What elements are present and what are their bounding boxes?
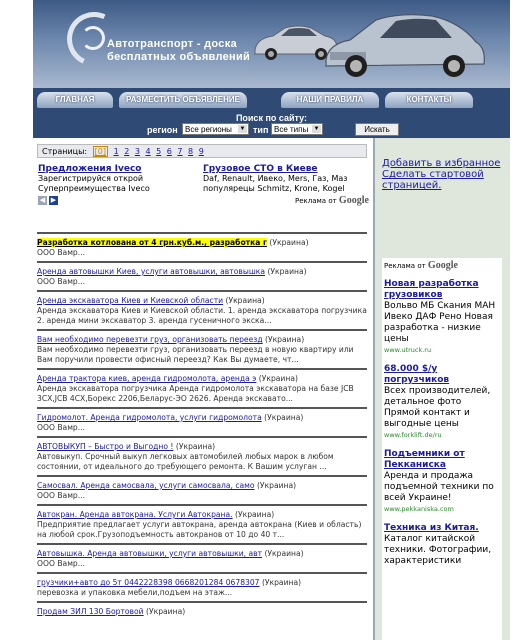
- sidebar-ad: [384, 279, 500, 356]
- type-label: тип: [253, 125, 269, 135]
- listing-title[interactable]: Автовышка. Аренда автовышки, услуги автовышки, авт: [37, 549, 263, 558]
- listing-title[interactable]: Разработка котлована от 4 грн.куб.м., разработка г: [37, 238, 267, 247]
- site-title-line1: Автотранспорт - доска: [107, 38, 237, 50]
- listing-region: (Украина): [235, 510, 275, 519]
- google-ads-attribution[interactable]: [384, 260, 500, 271]
- type-select[interactable]: [271, 123, 323, 135]
- ads-by-label: Реклама от: [295, 197, 337, 205]
- search-bar: [33, 112, 510, 138]
- page-link[interactable]: 5: [156, 147, 162, 156]
- listing-desc: ООО Вамр...: [37, 491, 85, 500]
- ad-text: популярецы Schmitz, Krone, Kogel: [203, 184, 345, 193]
- nav-home[interactable]: ГЛАВНАЯ: [37, 92, 113, 108]
- sidebar-ad-url[interactable]: www.utruck.ru: [384, 346, 432, 354]
- ad-carousel-nav: [38, 195, 60, 205]
- listing-region: (Украина): [264, 549, 304, 558]
- listing-region: (Украина): [258, 374, 298, 383]
- list-item: [37, 232, 367, 261]
- listing-title[interactable]: Аренда автовышки Киев, услуги автовышки, автовышка: [37, 267, 266, 276]
- top-ad-2: [203, 164, 363, 194]
- logo-ring-icon: [81, 26, 105, 50]
- sidebar-ad-title[interactable]: Техника из Китая.: [384, 523, 479, 533]
- ad-title[interactable]: Предложения Iveco: [38, 164, 142, 174]
- google-logo: Google: [427, 260, 458, 271]
- car-hatchback-image: [320, 8, 488, 80]
- prev-arrow-icon[interactable]: ◀: [39, 196, 46, 204]
- region-label: регион: [147, 125, 178, 135]
- listing-title[interactable]: Гидромолот. Аренда гидромолота, услуги гидромолота: [37, 413, 262, 422]
- ad-title[interactable]: Грузовое СТО в Киеве: [203, 164, 318, 174]
- nav-rules[interactable]: НАШИ ПРАВИЛА: [281, 92, 379, 108]
- page-link[interactable]: 6: [166, 147, 172, 156]
- listing-region: (Украина): [256, 481, 297, 490]
- sidebar-ad-url[interactable]: www.forklift.de/ru: [384, 431, 442, 439]
- list-item: [37, 572, 367, 601]
- listing-region: (Украина): [175, 442, 216, 451]
- sidebar-ad: [384, 449, 500, 515]
- site-header: [33, 0, 510, 88]
- listing-title[interactable]: Аренда экскаватора Киев и Киевской области: [37, 296, 224, 305]
- list-item: [37, 261, 367, 290]
- sidebar-ad-body: Аренда и продажа подъемной техники по всей Украине!: [384, 471, 494, 503]
- sidebar: [373, 138, 510, 640]
- search-title: Поиск по сайту:: [235, 113, 308, 123]
- ad-text: Зарегистрируйся открой: [38, 174, 144, 183]
- sidebar-ad-body: Каталог китайской техники. Фотографии, характеристики: [384, 534, 492, 566]
- add-to-favorites-link[interactable]: Добавить в избранное: [382, 158, 501, 169]
- pagination-label: Страницы:: [42, 147, 88, 156]
- listing-desc: ООО Вамр...: [37, 423, 85, 432]
- sidebar-ad-body: Всех производителей, детальное фото Прямой контакт и выгодные цены: [384, 386, 491, 429]
- site-title-line2: бесплатных объявлений: [107, 51, 251, 63]
- top-ad-1: [38, 164, 198, 194]
- nav-contacts[interactable]: КОНТАКТЫ: [385, 92, 473, 108]
- sidebar-ads: [382, 258, 502, 640]
- listing-desc: Предприятие предлагает услуги автокрана, аренда автокрана (Киев и область) на любой срок.Грузоподъемность автокранов от 10 до 40 т...: [37, 520, 362, 539]
- listing-desc: ООО Вамр...: [37, 248, 85, 257]
- nav-post-ad[interactable]: РАЗМЕСТИТЬ ОБЪЯВЛЕНИЕ: [119, 92, 247, 108]
- region-select-value: Все регионы: [185, 125, 232, 134]
- list-item: [37, 601, 367, 620]
- listing-title[interactable]: АВТОВЫКУП – Быстро и Выгодно !: [37, 442, 174, 451]
- google-ads-attribution[interactable]: [295, 195, 369, 206]
- listing-desc: ООО Вамр...: [37, 277, 85, 286]
- listing-desc: перевозка и упаковка мебели,подъем на этаж...: [37, 588, 233, 597]
- list-item: [37, 436, 367, 475]
- listing-title[interactable]: Продам ЗИЛ 130 Бортовой: [37, 607, 144, 616]
- type-select-value: Все типы: [274, 125, 309, 134]
- page-link[interactable]: 9: [198, 147, 204, 156]
- sidebar-ad: [384, 523, 500, 567]
- ad-text: Daf, Renault, Ивеко, Mers, Газ, Маз: [203, 174, 348, 183]
- list-item: [37, 543, 367, 572]
- listing-title[interactable]: Автокран. Аренда автокрана. Услуги Автокрана.: [37, 510, 233, 519]
- list-item: [37, 475, 367, 504]
- set-homepage-link[interactable]: Сделать стартовой страницей.: [382, 169, 484, 191]
- page-link[interactable]: 3: [134, 147, 140, 156]
- listing-region: (Украина): [146, 607, 186, 616]
- listing-title[interactable]: грузчики+авто до 5т 0442228398 0668201284 0678307: [37, 578, 260, 587]
- sidebar-ad-body: Вольво МБ Скания МАН Ивеко ДАФ Рено Новая разработка - низкие цены: [384, 301, 496, 344]
- list-item: [37, 368, 367, 407]
- listing-title[interactable]: Вам необходимо перевезти груз, организовать переезд: [37, 335, 263, 344]
- main-nav: [33, 88, 510, 112]
- list-item: [37, 407, 367, 436]
- page-current[interactable]: [0]: [94, 147, 107, 156]
- google-logo: Google: [338, 195, 369, 206]
- search-button[interactable]: Искать: [355, 123, 399, 136]
- listing-title[interactable]: Самосвал. Аренда самосвала, услуги самосвала, само: [37, 481, 255, 490]
- list-item: [37, 329, 367, 368]
- listing-desc: Автовыкуп. Срочный выкуп легковых автомобилей любых марок в любом состоянии, от идеального до требующего ремонта. К Вашим услуган ...: [37, 452, 334, 471]
- ads-by-label: Реклама от: [384, 262, 426, 270]
- sidebar-ad: [384, 364, 500, 441]
- listing-desc: Аренда экскаватора погрузчика Аренда гидромолота экскаватора на базе JCB 3CX,JCB 4CX,Борекс 2206,Беларус-ЭО 2626. Аренда экскавато...: [37, 384, 354, 403]
- pagination: [37, 144, 367, 158]
- sidebar-ad-url[interactable]: www.pekkaniska.com: [384, 505, 454, 513]
- site-title: [107, 38, 250, 64]
- list-item: [37, 504, 367, 543]
- page-link[interactable]: 1: [113, 147, 119, 156]
- sidebar-ad-title[interactable]: 68.000 $/у погрузчиков: [384, 364, 450, 385]
- listing-desc: Аренда экскаватора Киев и Киевской области. 1. аренда экскаватора погрузчика 2. аренда мини экскаватор 3. аренда гусеничного экска...: [37, 306, 367, 325]
- listing-title[interactable]: Аренда трактора киев, аренда гидромолота, аренда э: [37, 374, 257, 383]
- listing-region: (Украина): [269, 238, 309, 247]
- ad-text: Суперпреимущества Iveco: [38, 184, 150, 193]
- listing-region: (Украина): [225, 296, 265, 305]
- listing-desc: Вам необходимо перевезти груз, организовать переезд в новую квартиру или Вам поручили провести офисный переезд? Как Вы думаете, чт...: [37, 345, 354, 364]
- page-link[interactable]: 8: [188, 147, 194, 156]
- sidebar-links: [382, 158, 510, 191]
- region-select[interactable]: [182, 123, 249, 135]
- listing-region: (Украина): [267, 267, 307, 276]
- chevron-down-icon: ▼: [239, 126, 246, 132]
- listing-region: (Украина): [261, 578, 302, 587]
- sidebar-ad-title[interactable]: Новая разработка грузовиков: [384, 279, 479, 300]
- page-link[interactable]: 2: [124, 147, 130, 156]
- sidebar-ad-title[interactable]: Подъемники от Пекканиска: [384, 449, 465, 470]
- list-item: [37, 290, 367, 329]
- page-link[interactable]: 4: [145, 147, 151, 156]
- next-arrow-icon[interactable]: ▶: [50, 196, 57, 204]
- listing-desc: ООО Вамр...: [37, 559, 85, 568]
- listing-region: (Украина): [265, 335, 305, 344]
- listing-list: [37, 232, 367, 620]
- chevron-down-icon: ▼: [313, 126, 320, 132]
- listing-region: (Украина): [264, 413, 304, 422]
- main-content: [33, 138, 373, 640]
- page-link[interactable]: 7: [177, 147, 183, 156]
